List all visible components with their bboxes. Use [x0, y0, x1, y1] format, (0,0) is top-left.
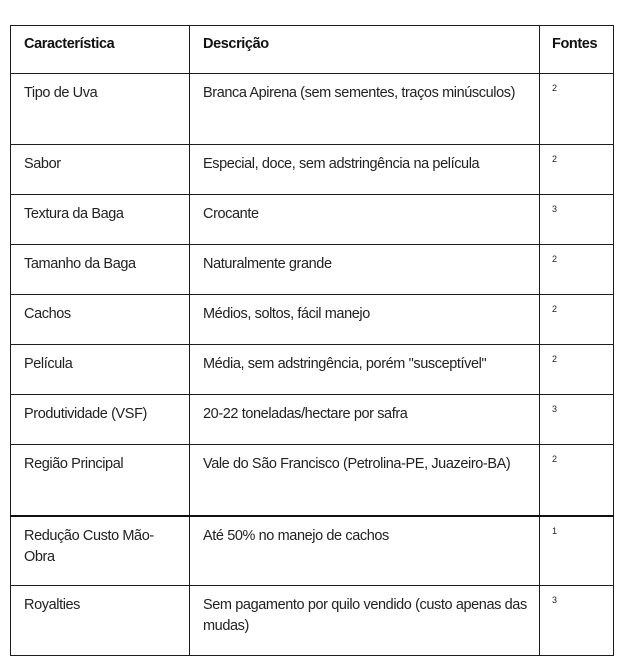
table-row [11, 395, 614, 445]
cell-descricao: Especial, doce, sem adstringência na película [190, 145, 540, 195]
cell-descricao: Crocante [190, 195, 540, 245]
cell-fonte [540, 245, 614, 295]
cell-caracteristica: Cachos [11, 295, 190, 345]
source-reference: 2 [552, 83, 558, 93]
cell-fonte [540, 516, 614, 586]
cell-caracteristica: Produtividade (VSF) [11, 395, 190, 445]
table-row [11, 586, 614, 656]
characteristics-table [10, 25, 614, 656]
table-header-row [11, 26, 614, 74]
cell-descricao: Vale do São Francisco (Petrolina-PE, Juazeiro-BA) [190, 445, 540, 516]
cell-descricao: Sem pagamento por quilo vendido (custo apenas das mudas) [190, 586, 540, 656]
source-reference: 2 [552, 254, 558, 264]
source-reference: 2 [552, 154, 558, 164]
table-row [11, 195, 614, 245]
cell-descricao: Branca Apirena (sem sementes, traços minúsculos) [190, 74, 540, 145]
source-reference: 3 [552, 204, 558, 214]
table-row [11, 295, 614, 345]
cell-caracteristica: Película [11, 345, 190, 395]
header-descricao: Descrição [190, 26, 540, 74]
source-reference: 3 [552, 404, 558, 414]
header-caracteristica: Característica [11, 26, 190, 74]
cell-caracteristica: Sabor [11, 145, 190, 195]
cell-descricao: Até 50% no manejo de cachos [190, 516, 540, 586]
source-reference: 3 [552, 595, 558, 605]
cell-fonte [540, 74, 614, 145]
cell-descricao: Média, sem adstringência, porém "susceptível" [190, 345, 540, 395]
header-fontes: Fontes [540, 26, 614, 74]
source-reference: 1 [552, 525, 558, 536]
cell-descricao: Médios, soltos, fácil manejo [190, 295, 540, 345]
source-reference: 2 [552, 354, 558, 364]
table-row [11, 74, 614, 145]
cell-fonte [540, 195, 614, 245]
source-reference: 2 [552, 454, 558, 464]
cell-caracteristica: Textura da Baga [11, 195, 190, 245]
cell-caracteristica: Tipo de Uva [11, 74, 190, 145]
source-reference: 2 [552, 304, 558, 314]
cell-caracteristica: Região Principal [11, 445, 190, 516]
table-row [11, 345, 614, 395]
cell-fonte [540, 145, 614, 195]
table-row [11, 145, 614, 195]
table-row [11, 516, 614, 586]
cell-fonte [540, 586, 614, 656]
cell-fonte [540, 295, 614, 345]
cell-caracteristica: Tamanho da Baga [11, 245, 190, 295]
cell-caracteristica: Royalties [11, 586, 190, 656]
cell-fonte [540, 345, 614, 395]
table-row [11, 445, 614, 516]
cell-descricao: Naturalmente grande [190, 245, 540, 295]
cell-caracteristica: Redução Custo Mão-Obra [11, 516, 190, 586]
cell-fonte [540, 395, 614, 445]
table-row [11, 245, 614, 295]
cell-fonte [540, 445, 614, 516]
cell-descricao: 20-22 toneladas/hectare por safra [190, 395, 540, 445]
